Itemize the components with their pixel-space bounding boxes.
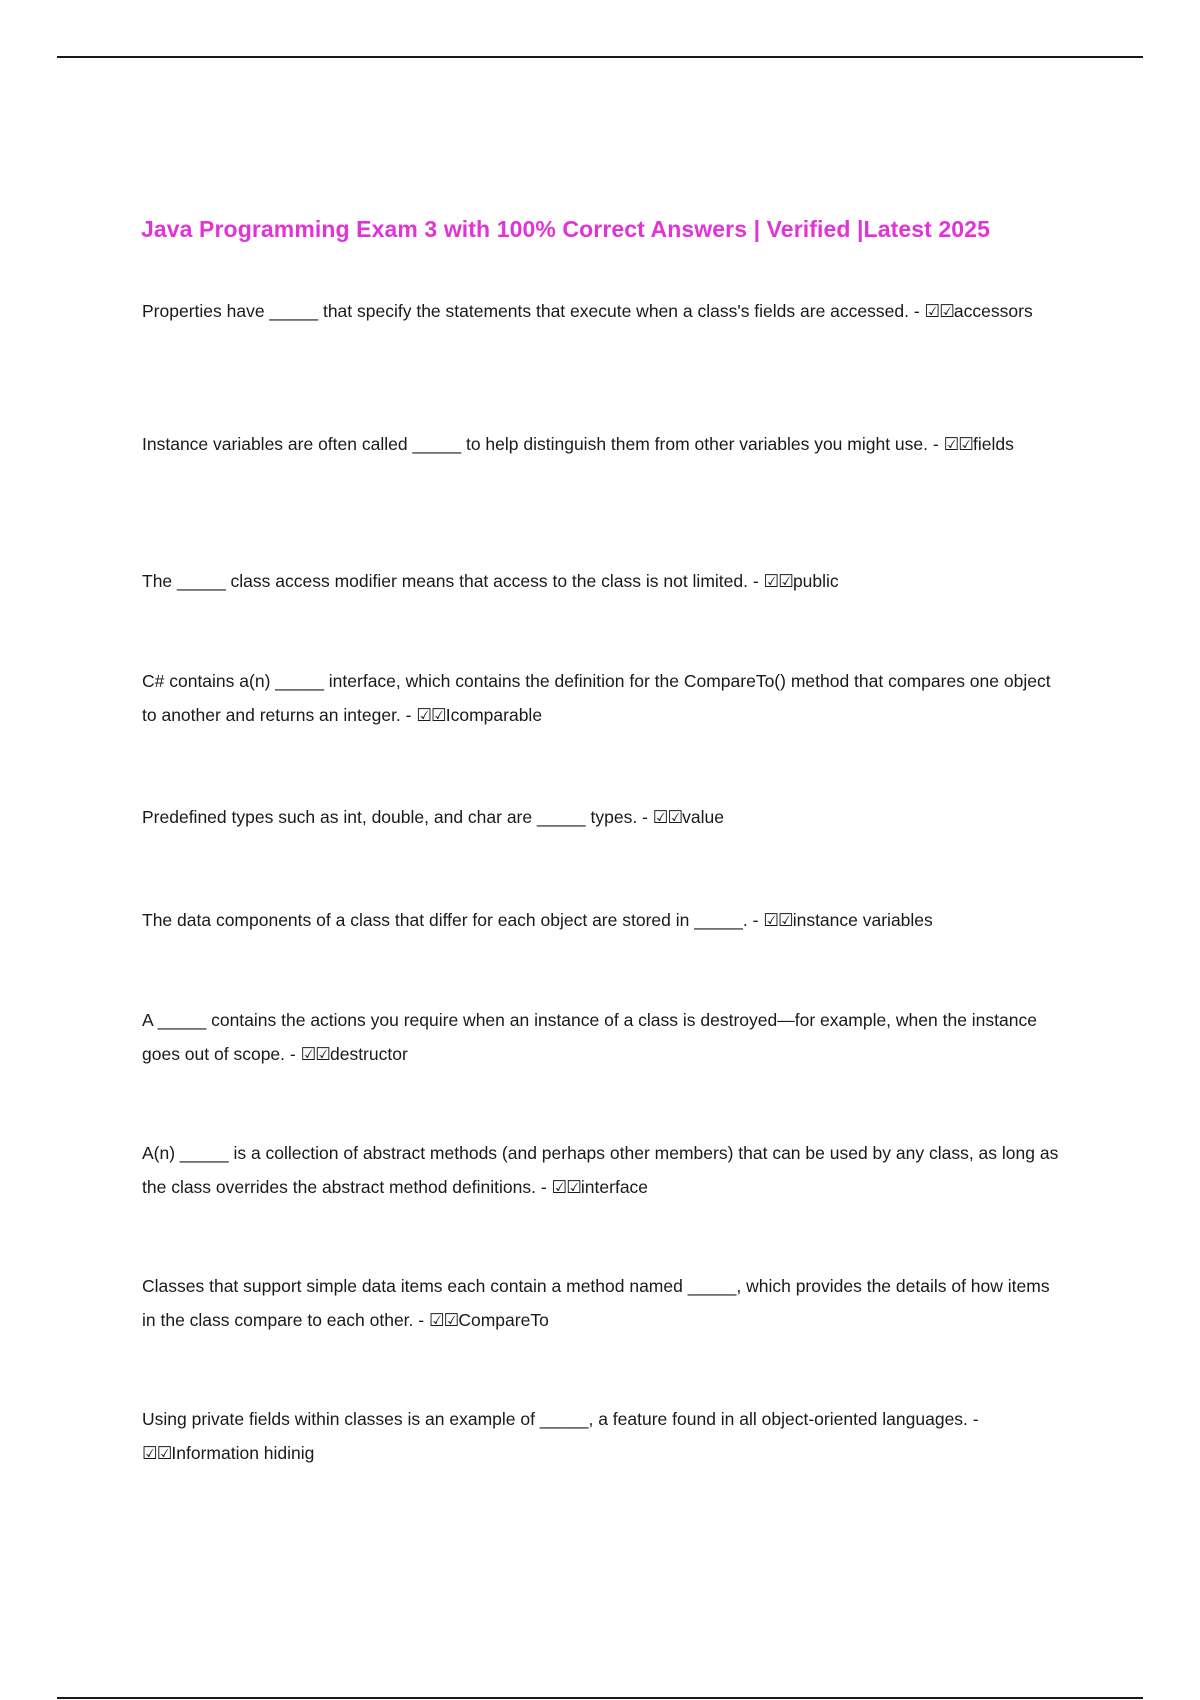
qa-item [142,800,1062,834]
question-text: A(n) _____ is a collection of abstract methods (and perhaps other members) that can be used by any class, as long as the class overrides the abstract method definitions. - [142,1143,1059,1197]
question-text: The _____ class access modifier means that access to the class is not limited. - [142,571,759,591]
checkmark-icon: ☑☑ [924,301,954,321]
answer-text: interface [580,1177,649,1197]
qa-item [142,294,1062,328]
checkmark-icon: ☑☑ [142,1443,172,1463]
footer-rule [57,1697,1143,1699]
question-text: Using private fields within classes is an example of _____, a feature found in all object-oriented languages. - [142,1409,979,1429]
question-text: Properties have _____ that specify the statements that execute when a class's fields are accessed. - [142,301,920,321]
answer-text: Icomparable [445,705,543,725]
checkmark-icon: ☑☑ [551,1177,581,1197]
checkmark-icon: ☑☑ [300,1044,330,1064]
checkmark-icon: ☑☑ [428,1310,459,1330]
answer-text: fields [972,434,1014,454]
question-text: A _____ contains the actions you require when an instance of a class is destroyed—for example, when the instance goes out of scope. - [142,1010,1037,1064]
answer-text: destructor [329,1044,408,1064]
checkmark-icon: ☑☑ [416,705,446,725]
question-text: C# contains a(n) _____ interface, which contains the definition for the CompareTo() method that compares one object to another and returns an integer. - [142,671,1051,725]
answer-text: instance variables [792,910,933,930]
qa-item [142,564,1062,598]
checkmark-icon: ☑☑ [763,910,793,930]
header-rule [57,56,1143,58]
checkmark-icon: ☑☑ [652,807,683,827]
qa-item [142,1402,1062,1470]
qa-item [142,664,1062,732]
question-text: Predefined types such as int, double, and char are _____ types. - [142,807,648,827]
qa-item [142,1003,1062,1071]
question-text: Instance variables are often called _____ to help distinguish them from other variables you might use. - [142,434,939,454]
qa-item [142,903,1062,937]
answer-text: CompareTo [458,1310,549,1330]
question-text: The data components of a class that differ for each object are stored in _____. - [142,910,759,930]
answer-text: accessors [953,301,1033,321]
checkmark-icon: ☑☑ [763,571,793,591]
question-text: Classes that support simple data items each contain a method named _____, which provides the details of how items in the class compare to each other. - [142,1276,1050,1330]
answer-text: public [792,571,839,591]
qa-item [142,1269,1062,1337]
qa-item [142,427,1062,461]
checkmark-icon: ☑☑ [943,434,973,454]
answer-text: value [682,807,724,827]
qa-item [142,1136,1062,1204]
page-title: Java Programming Exam 3 with 100% Correct Answers | Verified |Latest 2025 [141,216,990,242]
answer-text: Information hidinig [171,1443,315,1463]
